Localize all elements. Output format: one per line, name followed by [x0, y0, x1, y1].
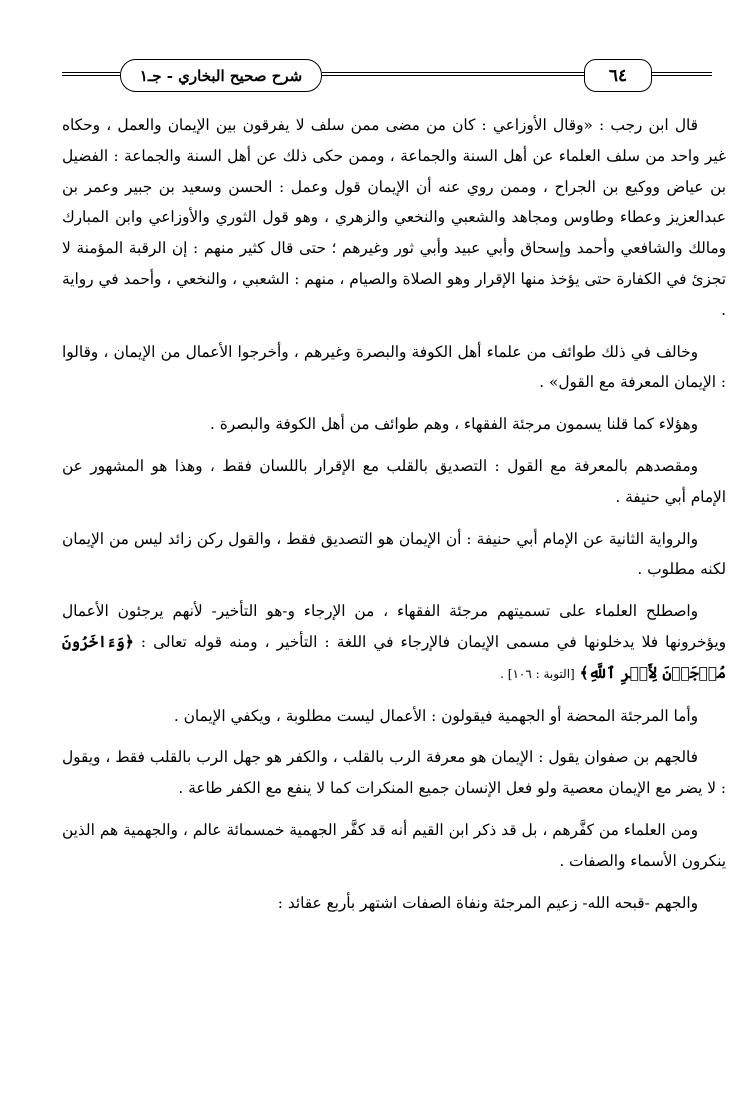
paragraph: ومقصدهم بالمعرفة مع القول : التصديق بالقلب مع الإقرار باللسان فقط ، وهذا هو المشهور عن الإمام أبي حنيفة . [62, 456, 726, 506]
quran-verse: ﴿وَءَاخَرُونَ مُرۡجَوۡنَ لِأَمۡرِ ٱللَّهِ﴾ [62, 632, 726, 682]
paragraph [62, 596, 726, 689]
header-rule-middle [322, 72, 584, 76]
paragraph: وهؤلاء كما قلنا يسمون مرجئة الفقهاء ، وهم طوائف من أهل الكوفة والبصرة . [209, 415, 698, 434]
verse-reference: [التوبة : ١٠٦] . [500, 666, 575, 681]
header-rule-right [652, 72, 712, 76]
paragraph: قال ابن رجب : «وقال الأوزاعي : كان من مضى ممن سلف لا يفرقون بين الإيمان والعمل ، وحكاه غير واحد من سلف العلماء عن أهل السنة والجماعة ، وممن حكى ذلك عن أهل السنة والجماعة : الفضيل بن عياض ووكيع بن الجراح ، وممن روي عنه أن الإيمان قول وعمل : الحسن وسعيد بن جبير وعمر بن عبدالعزيز وعطاء وطاوس ومجاهد والشعبي والنخعي والزهري ، وهو قول الثوري والأوزاعي وابن المبارك ومالك والشافعي وأحمد وإسحاق وأبي عبيد وأبي ثور وغيرهم ؛ حتى قال كثير منهم : إن الرقبة المؤمنة لا تجزئ في الكفارة حتى يؤخذ منها الإقرار وهو الصلاة والصيام ، منهم : الشعبي ، والنخعي ، وأحمد في رواية . [62, 116, 726, 319]
paragraph: فالجهم بن صفوان يقول : الإيمان هو معرفة الرب بالقلب ، والكفر هو جهل الرب بالقلب فقط ، ويقول : لا يضر مع الإيمان معصية ولو فعل الإنسان جميع المنكرات كما لا ينفع مع الكفر طاعة . [62, 748, 726, 798]
paragraph-text: واصطلح العلماء على تسميتهم مرجئة الفقهاء ، من الإرجاء و-هو التأخير- لأنهم يرجئون الأعمال ويؤخرونها فلا يدخلونها في مسمى الإيمان فالإرجاء في اللغة : التأخير ، ومنه قوله تعالى : [62, 602, 726, 651]
paragraph: وخالف في ذلك طوائف من علماء أهل الكوفة والبصرة وغيرهم ، وأخرجوا الأعمال من الإيمان ، وقالوا : الإيمان المعرفة مع القول» . [62, 342, 726, 392]
paragraph: والرواية الثانية عن الإمام أبي حنيفة : أن الإيمان هو التصديق فقط ، والقول ركن زائد ليس من الإيمان لكنه مطلوب . [62, 529, 726, 579]
paragraph: والجهم -قبحه الله- زعيم المرجئة ونفاة الصفات اشتهر بأربع عقائد : [277, 893, 698, 912]
body-text [62, 110, 726, 929]
paragraph: ومن العلماء من كفَّرهم ، بل قد ذكر ابن القيم أنه قد كفَّر الجهمية خمسمائة عالم ، والجهمية هم الذين ينكرون الأسماء والصفات . [62, 820, 726, 870]
page-number: ٦٤ [584, 59, 652, 92]
header-rule-left [62, 72, 120, 76]
book-title: شرح صحيح البخاري - جـ١ [120, 59, 322, 92]
paragraph: وأما المرجئة المحضة أو الجهمية فيقولون : الأعمال ليست مطلوبة ، ويكفي الإيمان . [173, 706, 698, 725]
